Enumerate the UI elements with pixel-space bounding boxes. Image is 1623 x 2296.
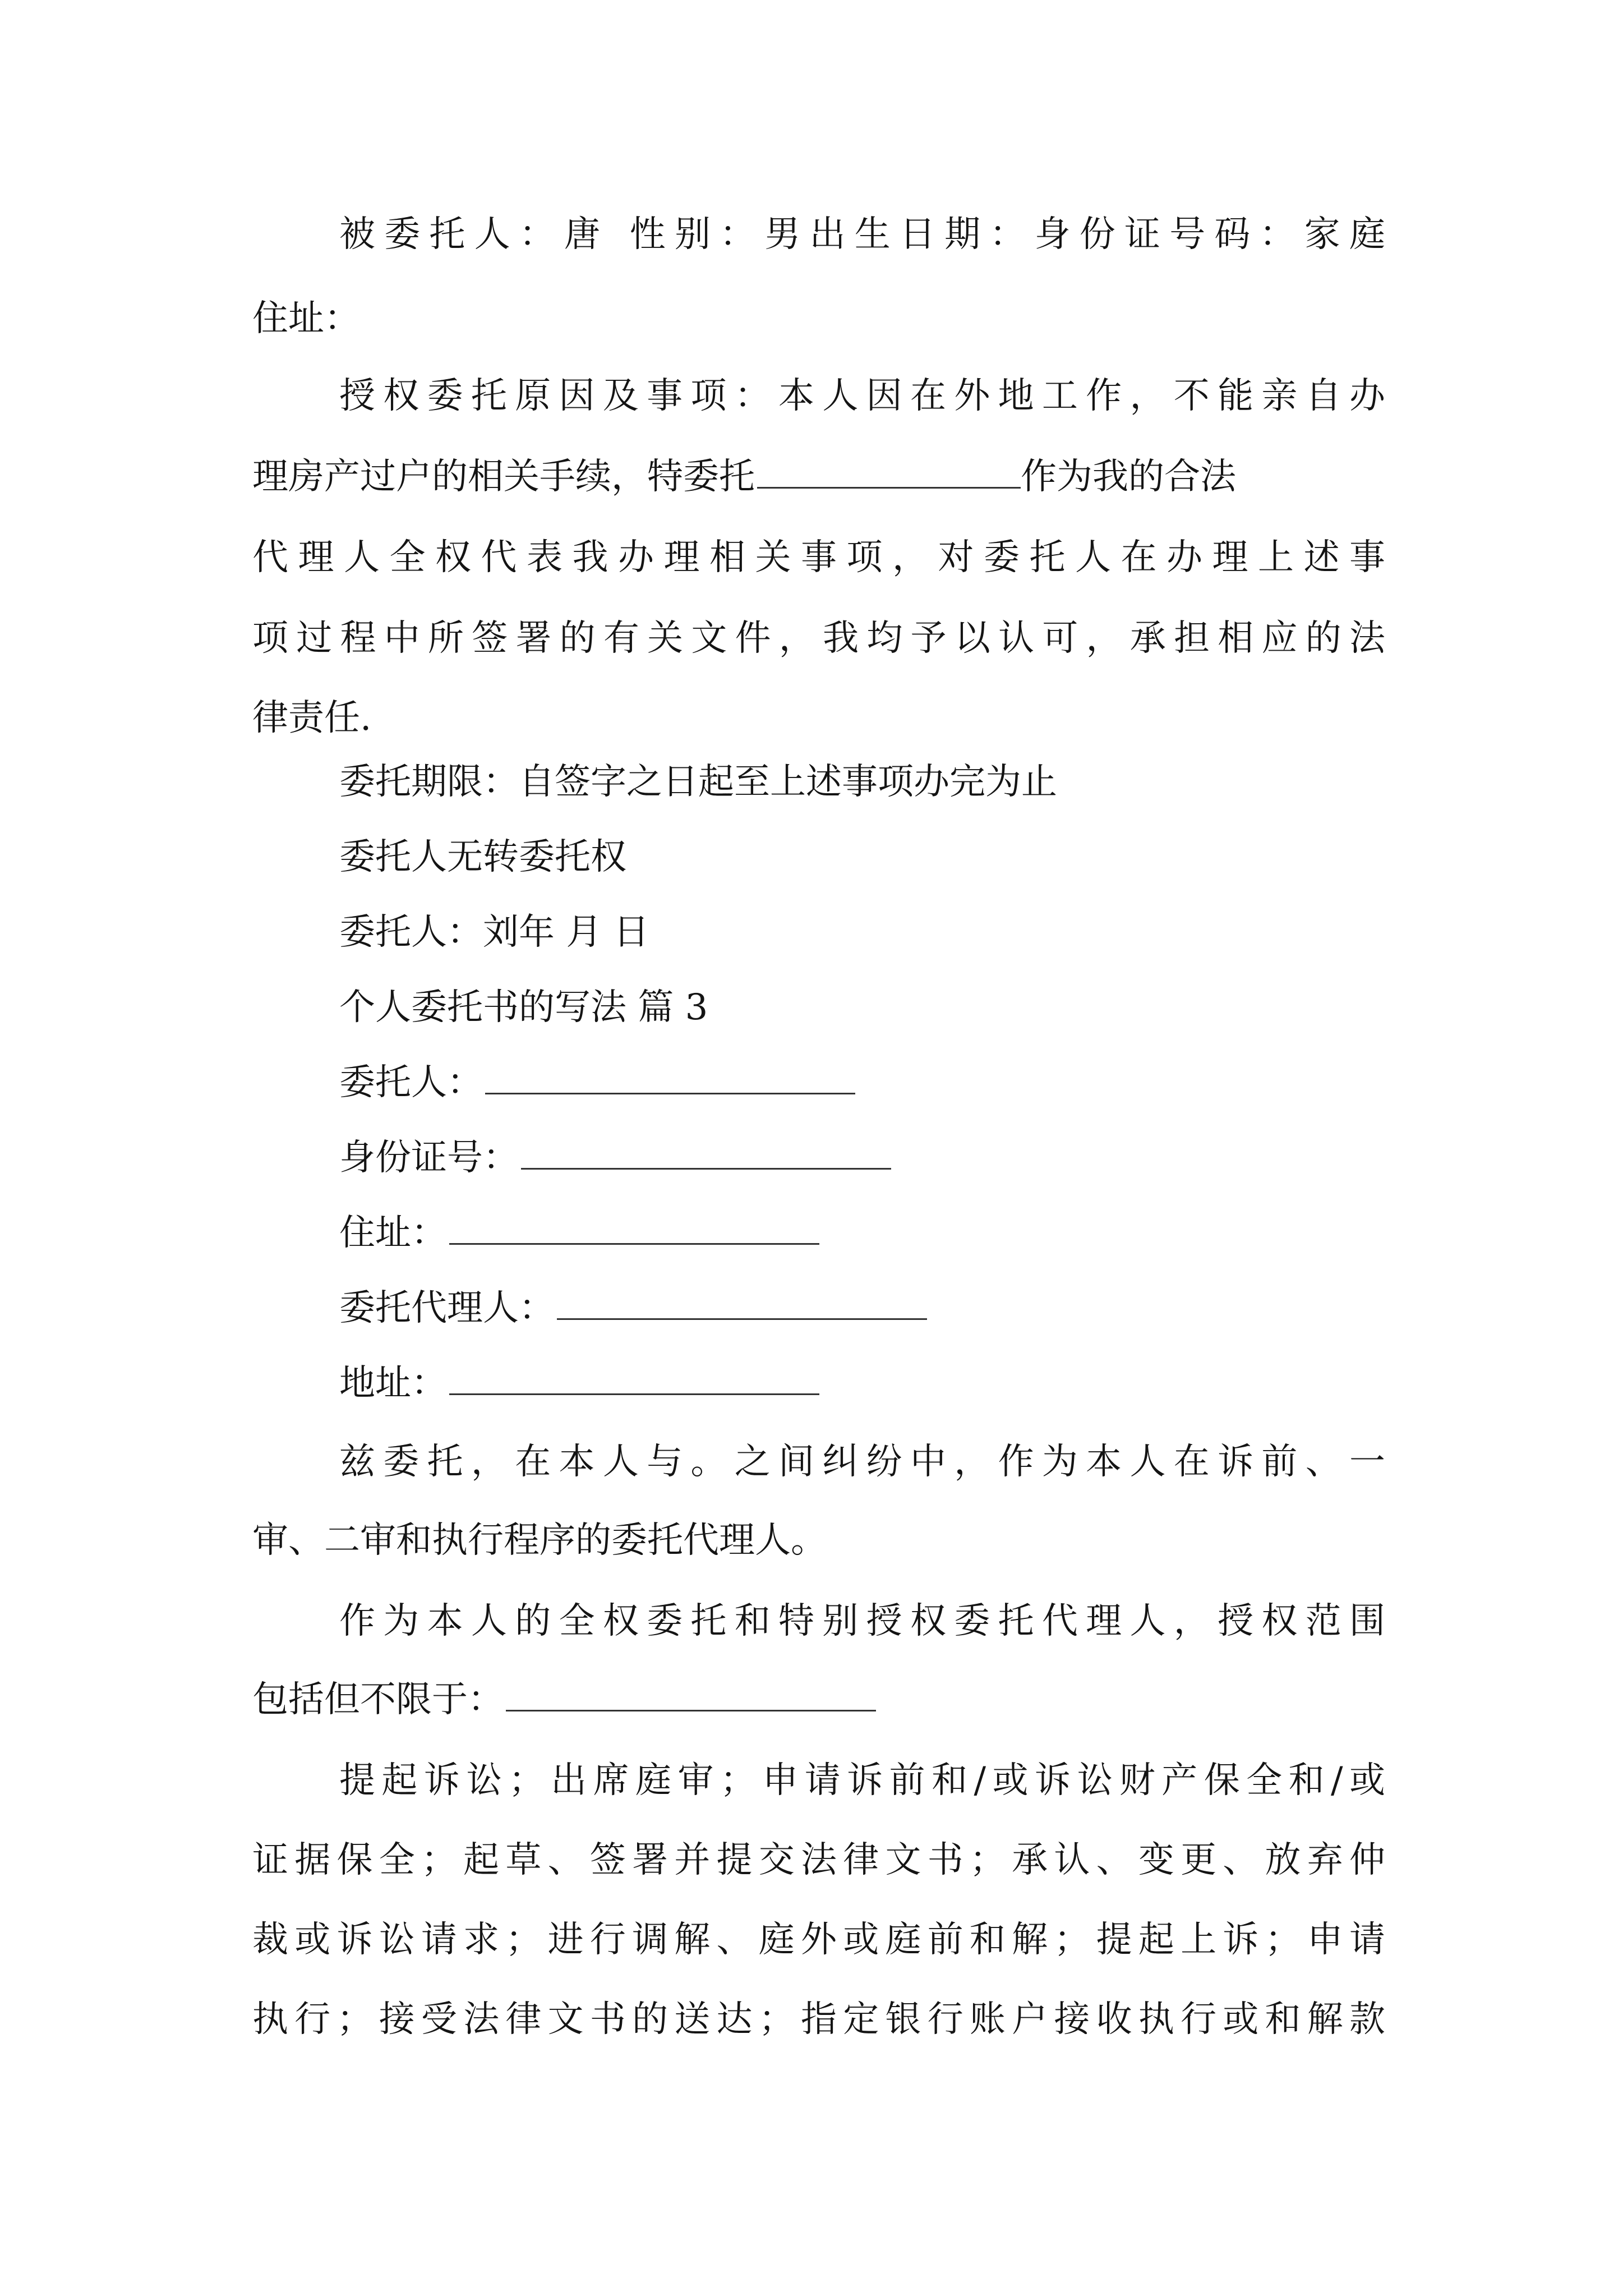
- paragraph-line: 提起诉讼；出席庭审；申请诉前和/或诉讼财产保全和/或: [339, 1760, 1385, 1801]
- blank-field: [521, 1137, 891, 1170]
- blank-field: [449, 1362, 819, 1395]
- blank-field: [449, 1212, 819, 1245]
- paragraph-line: 证据保全；起草、签署并提交法律文书；承认、变更、放弃仲: [252, 1839, 1385, 1881]
- paragraph-line: [252, 454, 1385, 499]
- blank-field: [557, 1287, 927, 1320]
- paragraph-line: 兹委托，在本人与。之间纠纷中，作为本人在诉前、一: [339, 1441, 1385, 1483]
- form-field-line: [339, 1060, 1385, 1105]
- blank-field: [506, 1678, 876, 1711]
- paragraph-line: 委托期限：自签字之日起至上述事项办完为止: [339, 761, 1057, 803]
- field-label: 包括但不限于：: [252, 1679, 504, 1720]
- section-heading: 个人委托书的写法 篇 3: [339, 987, 708, 1028]
- field-label: 委托人：: [339, 1062, 483, 1103]
- paragraph-line: 委托人无转委托权: [339, 836, 626, 878]
- paragraph-line: 律责任.: [252, 697, 372, 739]
- field-label: 委托代理人：: [339, 1287, 555, 1329]
- paragraph-line: 被委托人：唐 性别：男出生日期：身份证号码：家庭: [339, 214, 1385, 255]
- form-field-line: [339, 1286, 1385, 1331]
- paragraph-line: 授权委托原因及事项：本人因在外地工作，不能亲自办: [339, 375, 1385, 417]
- form-field-line: [339, 1211, 1385, 1255]
- paragraph-line: 委托人：刘年 月 日: [339, 912, 649, 953]
- blank-field: [757, 455, 1021, 489]
- text-segment: 作为我的合法: [1021, 456, 1236, 498]
- field-label: 地址：: [339, 1363, 447, 1404]
- paragraph-line: 执行；接受法律文书的送达；指定银行账户接收执行或和解款: [252, 1999, 1385, 2040]
- form-field-line: [339, 1361, 1385, 1406]
- paragraph-line: 作为本人的全权委托和特别授权委托代理人，授权范围: [339, 1600, 1385, 1642]
- field-label: 住址：: [339, 1212, 447, 1254]
- text-segment: 理房产过户的相关手续，特委托: [252, 456, 755, 498]
- paragraph-line: 裁或诉讼请求；进行调解、庭外或庭前和解；提起上诉；申请: [252, 1919, 1385, 1961]
- field-label: 身份证号：: [339, 1137, 519, 1179]
- form-field-line: [252, 1677, 1385, 1722]
- paragraph-line: 住址：: [252, 298, 360, 339]
- paragraph-line: 项过程中所签署的有关文件，我均予以认可，承担相应的法: [252, 618, 1385, 659]
- form-field-line: [339, 1135, 1385, 1180]
- paragraph-line: 代理人全权代表我办理相关事项，对委托人在办理上述事: [252, 537, 1385, 578]
- paragraph-line: 审、二审和执行程序的委托代理人。: [252, 1520, 827, 1561]
- blank-field: [485, 1061, 855, 1094]
